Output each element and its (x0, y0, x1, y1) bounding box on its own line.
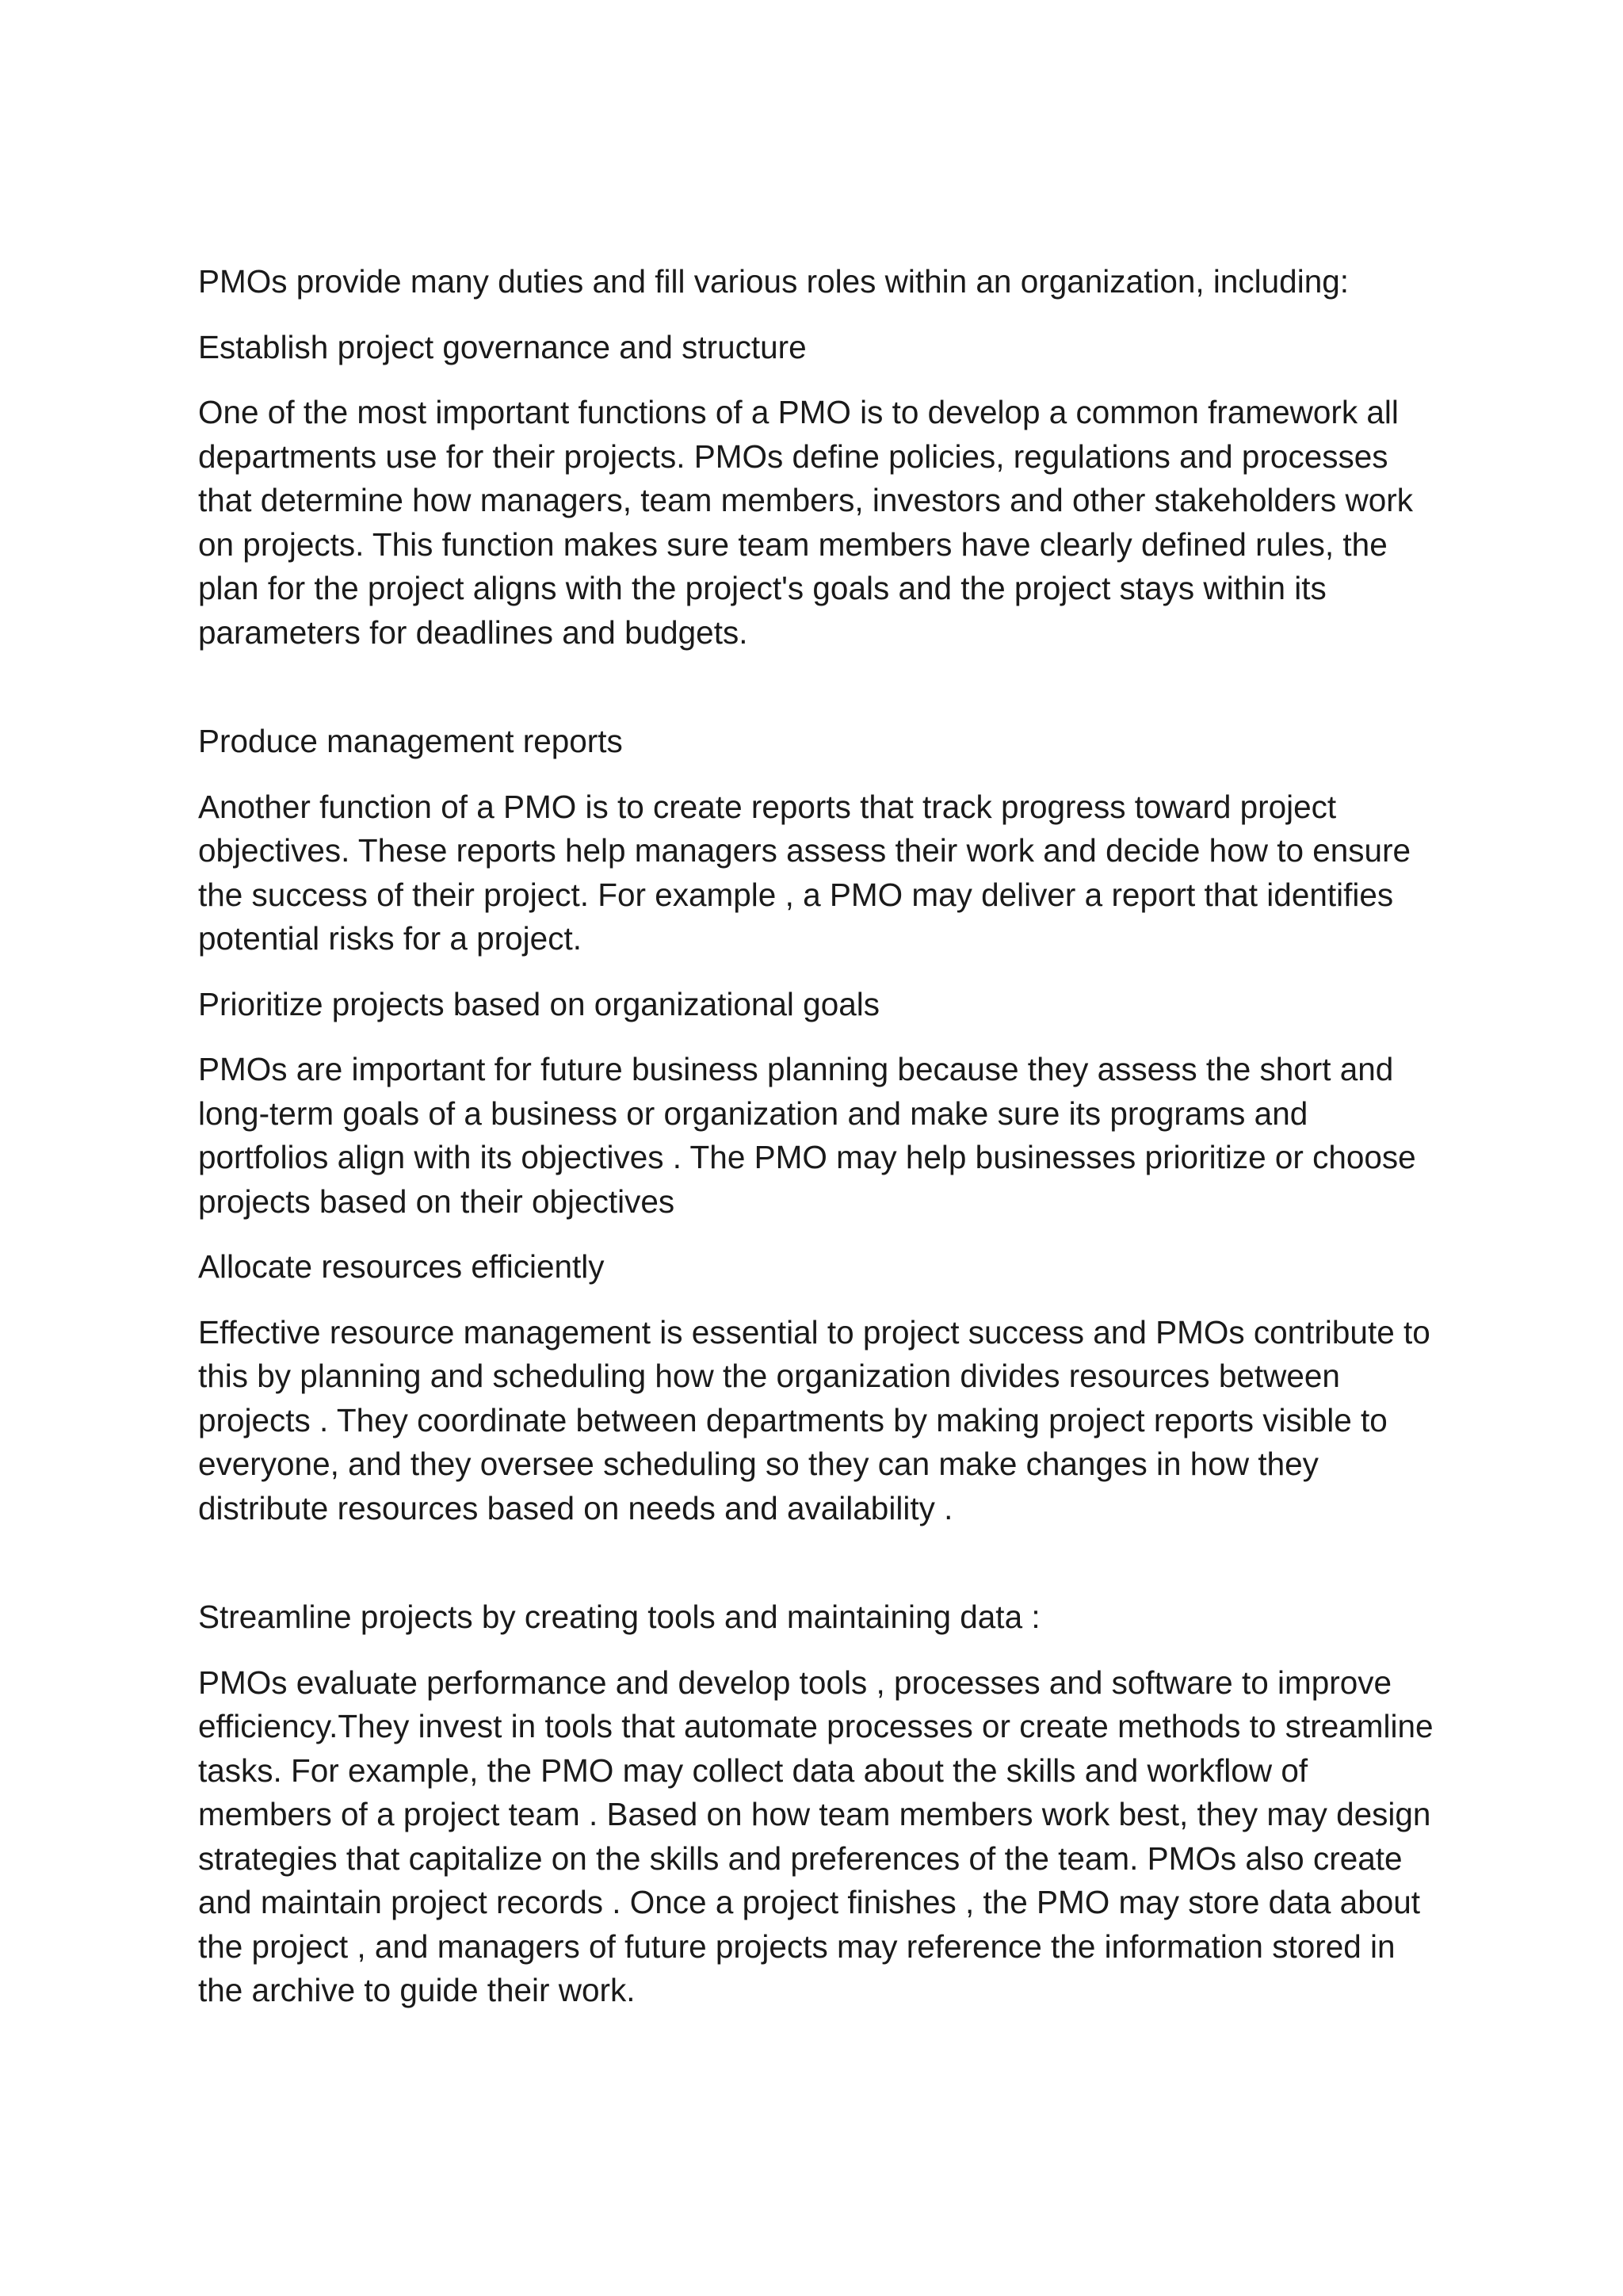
section-heading-governance: Establish project governance and structure (198, 328, 807, 365)
section-heading-prioritize: Prioritize projects based on organizational goals (198, 985, 880, 1022)
section-heading-resources: Allocate resources efficiently (198, 1248, 605, 1285)
blank-line (198, 676, 1438, 720)
section-heading-streamline: Streamline projects by creating tools and maintaining data : (198, 1599, 1041, 1635)
section-heading-reports: Produce management reports (198, 723, 623, 759)
section-body-reports: Another function of a PMO is to create reports that track progress toward project objectives. These reports help managers assess their work and decide how to ensure the success of their project. For example , a PMO may deliver a report that identifies potential risks for a project. (198, 788, 1411, 957)
section-body-resources: Effective resource management is essential to project success and PMOs contribute to this by planning and scheduling how the organization divides resources between projects . They coordinate between departments by making project reports visible to everyone, and they oversee scheduling so they can make changes in how they distribute resources based on needs and availability . (198, 1313, 1430, 1526)
blank-line (198, 1552, 1438, 1595)
section-body-prioritize: PMOs are important for future business planning because they assess the short and long-term goals of a business or organization and make sure its programs and portfolios align with its objectives . The PMO may help businesses prioritize or choose projects based on their objectives (198, 1051, 1416, 1220)
section-body-streamline: PMOs evaluate performance and develop tools , processes and software to improve efficiency.They invest in tools that automate processes or create methods to streamline tasks. For example, the PMO may collect data about the skills and workflow of members of a project team . Based on how team members work best, they may design strategies that capitalize on the skills and preferences of the team. PMOs also create and maintain project records . Once a project finishes , the PMO may store data about the project , and managers of future projects may reference the information stored in the archive to guide their work. (198, 1664, 1434, 2008)
intro-paragraph: PMOs provide many duties and fill various roles within an organization, including: (198, 263, 1349, 300)
section-body-governance: One of the most important functions of a PMO is to develop a common framework all departments use for their projects. PMOs define policies, regulations and processes that determine how managers, team members, investors and other stakeholders work on projects. This function makes sure team members have clearly defined rules, the plan for the project aligns with the project's goals and the project stays within its parameters for deadlines and budgets. (198, 394, 1413, 651)
document-body (198, 260, 1438, 2034)
